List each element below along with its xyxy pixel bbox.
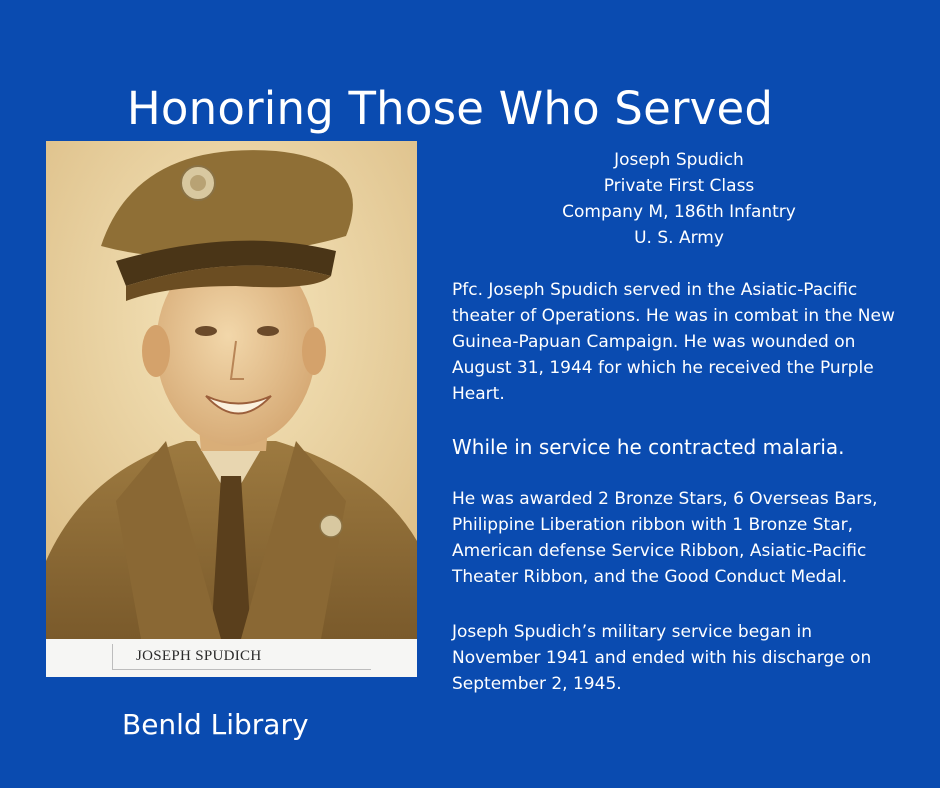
service-paragraph: Pfc. Joseph Spudich served in the Asiatic-Pacific theater of Operations. He was in combat in the New Guinea-Papuan Campaign. He was wounded on August 31, 1944 for which he received the Purple Heart. [452,280,895,404]
photo-caption: JOSEPH SPUDICH [136,648,262,664]
malaria-paragraph: While in service he contracted malaria. [452,435,845,459]
soldier-portrait-photo [46,141,417,677]
service-dates-paragraph: Joseph Spudich’s military service began in November 1941 and ended with his discharge on September 2, 1945. [452,622,872,694]
portrait-image [46,141,417,639]
soldier-rank: Private First Class [603,176,755,196]
awards-paragraph: He was awarded 2 Bronze Stars, 6 Overseas Bars, Philippine Liberation ribbon with 1 Bronze Star, American defense Service Ribbon, Asiatic-Pacific Theater Ribbon, and the Good Conduct Medal. [452,489,878,587]
library-credit: Benld Library [122,708,309,741]
soldier-unit: Company M, 186th Infantry [562,202,796,222]
page-title: Honoring Those Who Served [126,82,774,136]
soldier-info [449,147,909,251]
soldier-branch: U. S. Army [634,228,724,248]
soldier-name: Joseph Spudich [614,150,744,170]
photo-caption-strip [46,639,417,677]
